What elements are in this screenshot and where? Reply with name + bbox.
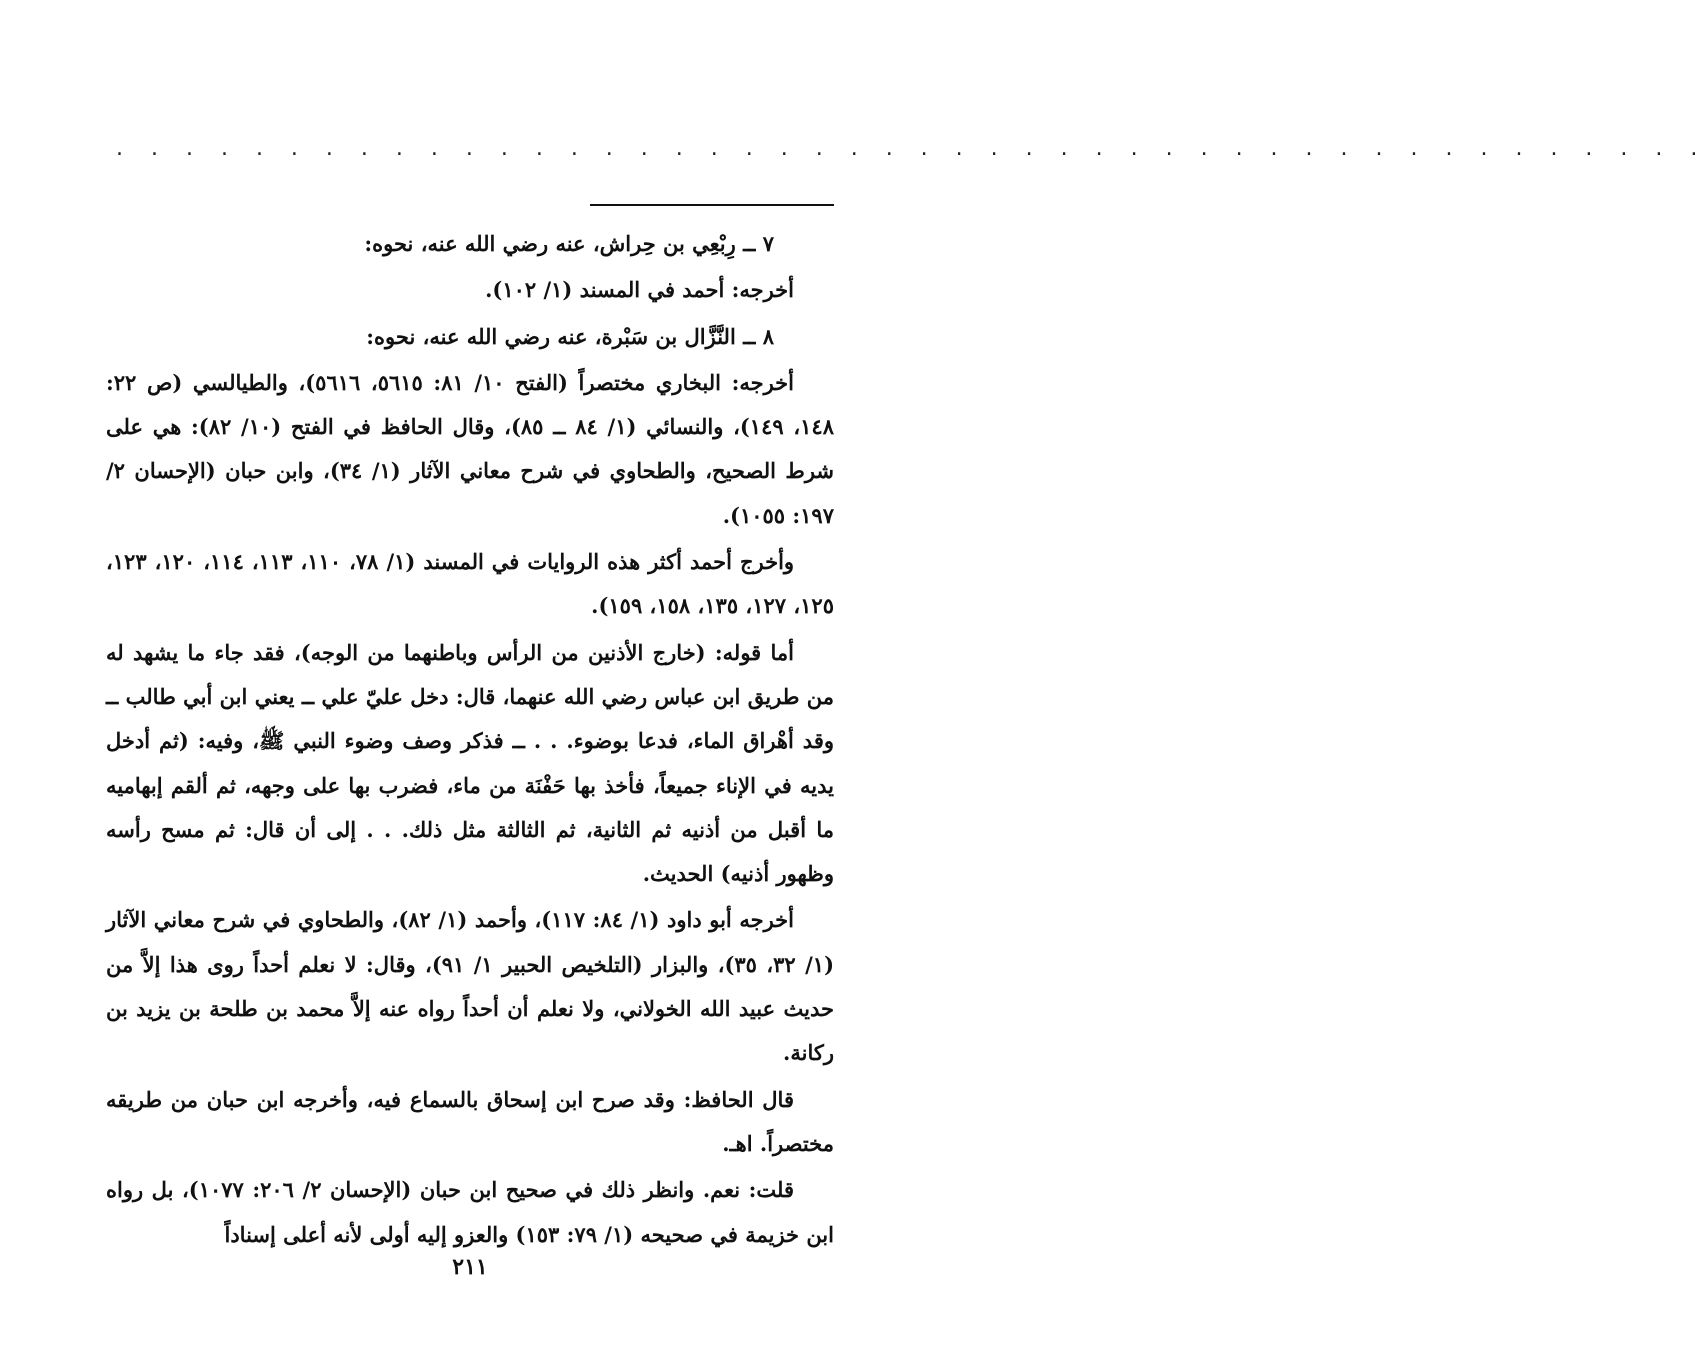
commentary-paragraph: قلت: نعم. وانظر ذلك في صحيح ابن حبان (الإحسان ٢/ ٢٠٦: ١٠٧٧)، بل رواه ابن خزيمة في صحيحه (١/ ٧٩: ١٥٣) والعزو إليه أولى لأنه أعلى إسناداً [106, 1177, 834, 1247]
takhrij-line: أخرجه: أحمد في المسند (١/ ١٠٢). [485, 277, 794, 303]
narrator-entry-7: ٧ ــ رِبْعِي بن حِراش، عنه رضي الله عنه، نحوه: [364, 231, 774, 256]
quote-paragraph: قال الحافظ: وقد صرح ابن إسحاق بالسماع فيه، وأخرجه ابن حبان من طريقه مختصراً. اهـ. [106, 1086, 834, 1156]
takhrij-paragraph: أخرجه: البخاري مختصراً (الفتح ١٠/ ٨١: ٥٦١٥، ٥٦١٦)، والطيالسي (ص ٢٢: ١٤٨، ١٤٩)، والنسائي (١/ ٨٤ ــ ٨٥)، وقال الحافظ في الفتح (١٠/ ٨٢): هي على شرط الصحيح، والطحاوي في شرح معاني الآثار (١/ ٣٤)، وابن حبان (الإحسان ٢/ ١٩٧: ١٠٥٥). [106, 369, 834, 528]
narrator-entry-8: ٨ ــ النَّزَّال بن سَبْرة، عنه رضي الله عنه، نحوه: [366, 323, 774, 349]
footnote-rule [590, 204, 834, 206]
commentary-paragraph: أما قوله: (خارج الأذنين من الرأس وباطنهما من الوجه)، فقد جاء ما يشهد له من طريق ابن عباس رضي الله عنهما، قال: دخل عليّ علي ــ يعني ابن أبي طالب ــ وقد أهْراق الماء، فدعا بوضوء. . . ــ فذكر وصف وضوء النبي ﷺ، وفيه: (ثم أدخل يديه في الإناء جميعاً، فأخذ بها حَفْنَة من ماء، فضرب بها على وجهه، ثم ألقم إبهاميه ما أقبل من أذنيه ثم الثانية، ثم الثالثة مثل ذلك. . . إلى أن قال: ثم مسح رأسه وظهور أذنيه) الحديث. [106, 639, 834, 887]
takhrij-paragraph: أخرجه أبو داود (١/ ٨٤: ١١٧)، وأحمد (١/ ٨٢)، والطحاوي في شرح معاني الآثار (١/ ٣٢، ٣٥)، والبزار (التلخيص الحبير ١/ ٩١)، وقال: لا نعلم أحداً روى هذا إلاَّ من حديث عبيد الله الخولاني، ولا نعلم أن أحداً رواه عنه إلاَّ محمد بن طلحة بن يزيد بن ركانة. [106, 907, 835, 1066]
dotted-separator: . . . . . . . . . . . . . . . . . . . . . . . . . . . . . . . . . . . . . . . . . . . . . . [116, 136, 1708, 161]
page-body [106, 222, 834, 1259]
takhrij-paragraph: وأخرج أحمد أكثر هذه الروايات في المسند (١/ ٧٨، ١١٠، ١١٣، ١١٤، ١٢٠، ١٢٣، ١٢٥، ١٢٧، ١٣٥، ١٥٨، ١٥٩). [106, 549, 834, 619]
page-number: ٢١١ [452, 1254, 488, 1280]
